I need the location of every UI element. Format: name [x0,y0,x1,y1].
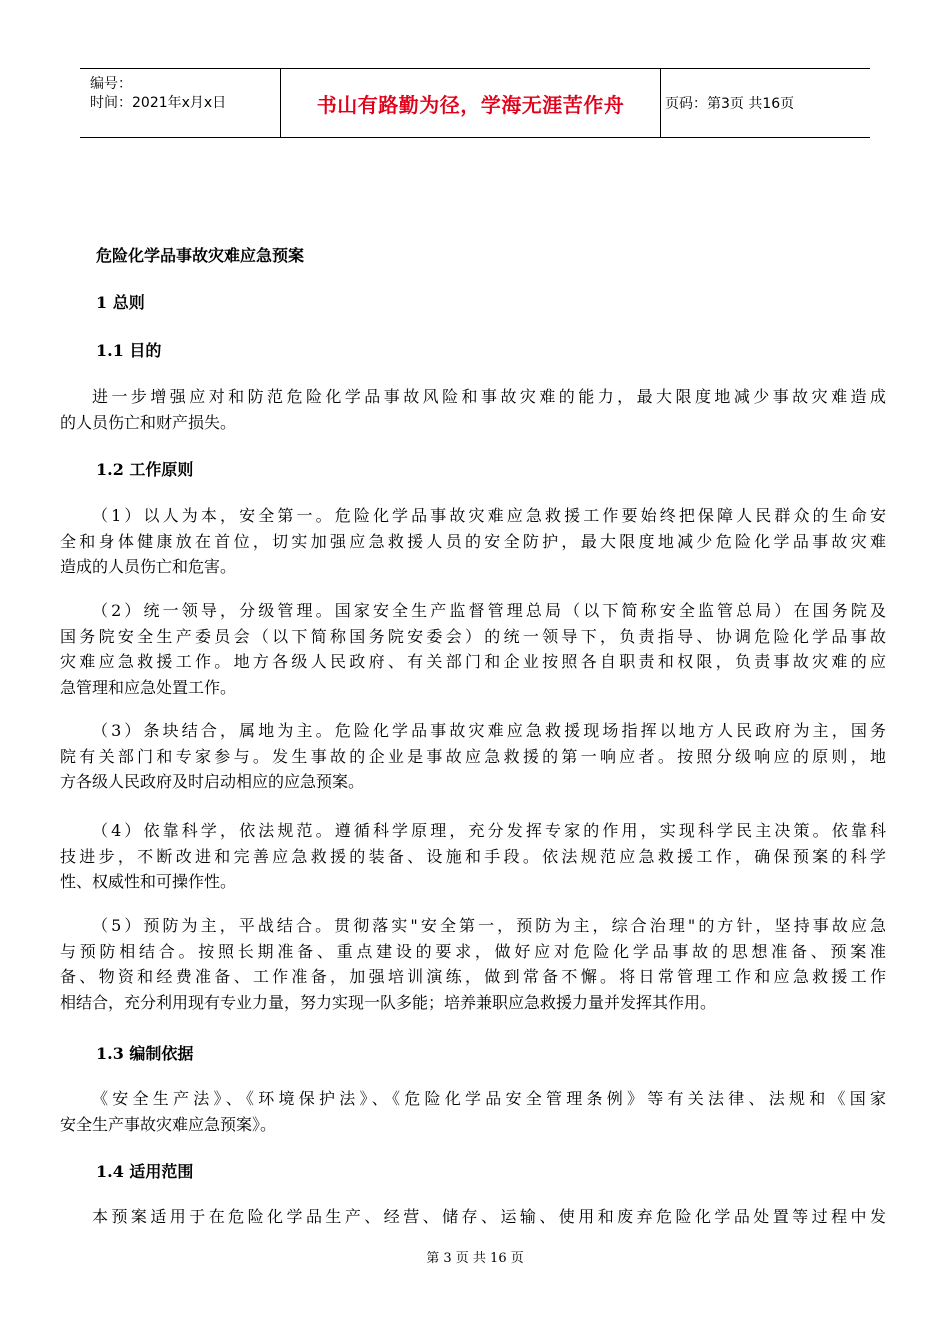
document-date: 时间：2021年x月x日 [90,95,227,111]
paragraph-line: （1）以人为本，安全第一。危险化学品事故灾难应急救援工作要始终把保障人民群众的生命安 [92,506,886,525]
paragraph-line: 院有关部门和专家参与。发生事故的企业是事故应急救援的第一响应者。按照分级响应的原则，地 [60,746,886,766]
paragraph-line: 方各级人民政府及时启动相应的应急预案。 [60,772,365,791]
paragraph-line: 《安全生产法》、《环境保护法》、《危险化学品安全管理条例》等有关法律、法规和《国家 [92,1089,886,1108]
paragraph-purpose [60,384,886,435]
paragraph-line: 全和身体健康放在首位，切实加强应急救援人员的安全防护，最大限度地减少危险化学品事故灾难 [60,531,886,551]
paragraph-line: 技进步，不断改进和完善应急救援的装备、设施和手段。依法规范应急救援工作，确保预案的科学 [60,846,886,866]
header-motto-cell [281,69,661,137]
paragraph-line: （4）依靠科学，依法规范。遵循科学原理，充分发挥专家的作用，实现科学民主决策。依靠科 [92,821,886,840]
document-number-label: 编号： [90,76,132,92]
paragraph-line: 相结合，充分利用现有专业力量，努力实现一队多能；培养兼职应急救援力量并发挥其作用。 [60,992,717,1012]
paragraph-principle-1 [60,503,886,580]
paragraph-basis [60,1086,886,1137]
paragraph-principle-2 [60,598,886,700]
section-heading-purpose: 1.1 目的 [96,341,162,360]
header-page-info: 页码：第3页 共16页 [665,96,795,112]
section-heading-principles: 1.2 工作原则 [96,460,194,479]
document-title: 危险化学品事故灾难应急预案 [96,246,305,265]
paragraph-principle-5 [60,913,886,1015]
header-meta-cell [80,69,281,137]
paragraph-line: 与预防相结合。按照长期准备、重点建设的要求，做好应对危险化学品事故的思想准备、预案准 [60,941,886,961]
section-heading-basis: 1.3 编制依据 [96,1044,194,1063]
paragraph-line: 安全生产事故灾难应急预案》。 [60,1114,277,1134]
header-page-cell [661,69,874,137]
paragraph-principle-3 [60,718,886,795]
section-heading-general: 1 总则 [96,293,145,312]
paragraph-line: 性、权威性和可操作性。 [60,872,237,891]
header-motto: 书山有路勤为径，学海无涯苦作舟 [316,92,625,117]
section-heading-scope: 1.4 适用范围 [96,1162,194,1181]
paragraph-line: 灾难应急救援工作。地方各级人民政府、有关部门和企业按照各自职责和权限，负责事故灾难的应 [60,652,886,671]
paragraph-line: 急管理和应急处置工作。 [60,677,237,697]
paragraph-line: （3）条块结合，属地为主。危险化学品事故灾难应急救援现场指挥以地方人民政府为主，国务 [92,721,886,740]
paragraph-line: 国务院安全生产委员会（以下简称国务院安委会）的统一领导下，负责指导、协调危险化学品事故 [60,626,886,646]
paragraph-line: （2）统一领导，分级管理。国家安全生产监督管理总局（以下简称安全监管总局）在国务院及 [92,601,886,620]
paragraph-line: 进一步增强应对和防范危险化学品事故风险和事故灾难的能力，最大限度地减少事故灾难造成 [92,387,886,406]
paragraph-line: 的人员伤亡和财产损失。 [60,412,237,432]
paragraph-line: 造成的人员伤亡和危害。 [60,557,237,576]
page-header [80,68,870,138]
paragraph-principle-4 [60,818,886,895]
paragraph-line: 备、物资和经费准备、工作准备，加强培训演练，做到常备不懈。将日常管理工作和应急救援工作 [60,967,886,986]
paragraph-line: 本预案适用于在危险化学品生产、经营、储存、运输、使用和废弃危险化学品处置等过程中发 [92,1207,886,1226]
paragraph-scope [60,1204,886,1230]
page-footer: 第 3 页 共 16 页 [426,1251,524,1266]
paragraph-line: （5）预防为主，平战结合。贯彻落实"安全第一，预防为主，综合治理"的方针，坚持事故应急 [92,916,886,935]
